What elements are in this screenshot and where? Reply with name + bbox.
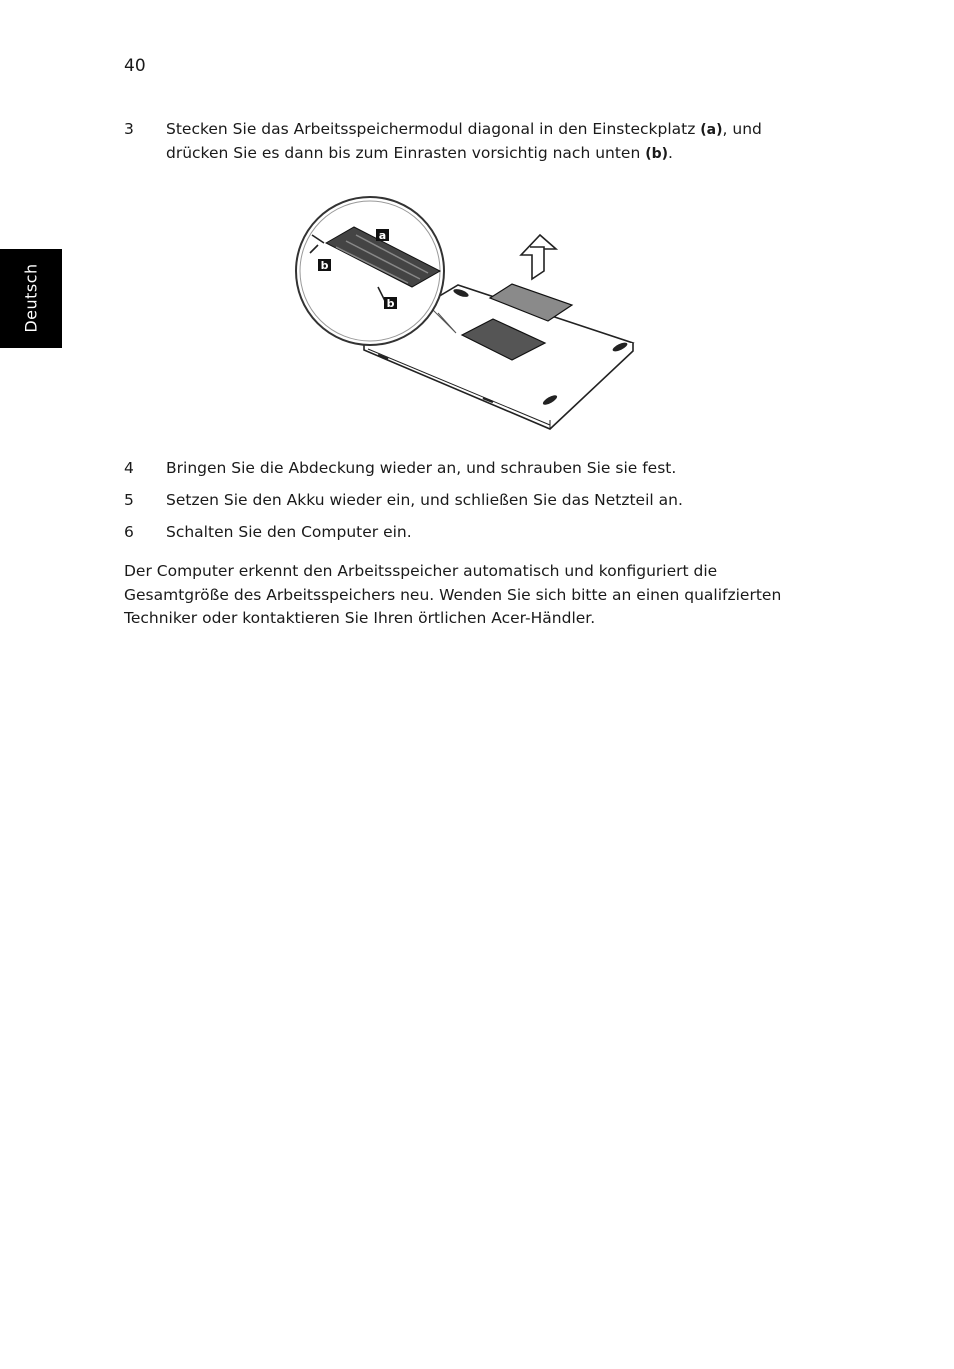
step-number: 4 xyxy=(124,459,134,477)
callout-b-bottom: b xyxy=(386,297,395,310)
step-number: 5 xyxy=(124,491,134,509)
step-text: Setzen Sie den Akku wieder ein, und schließen Sie das Netzteil an. xyxy=(166,491,683,509)
ref-a: (a) xyxy=(700,122,723,138)
callout-a: a xyxy=(378,229,387,242)
body-paragraph: Der Computer erkennt den Arbeitsspeicher automatisch und konfiguriert die Gesamtgröße des Arbeitsspeichers neu. Wenden Sie sich bitte an einen qualifzierten Techniker oder kontaktieren Sie Ihren örtlichen Acer-Händler. xyxy=(124,562,782,627)
step-number: 3 xyxy=(124,120,134,138)
step-text: Bringen Sie die Abdeckung wieder an, und schrauben Sie sie fest. xyxy=(166,459,677,477)
language-side-tab xyxy=(0,249,62,348)
ref-b: (b) xyxy=(645,146,669,162)
callout-b-left: b xyxy=(320,259,329,272)
side-tab-label: Deutsch xyxy=(21,263,41,333)
page-number: 40 xyxy=(124,56,146,76)
step-text: Stecken Sie das Arbeitsspeichermodul diagonal in den Einsteckplatz (a), und drücken Sie es dann bis zum Einrasten vorsichtig nach unten (b). xyxy=(166,120,762,162)
step-text: Schalten Sie den Computer ein. xyxy=(166,523,412,541)
lift-arrow-icon xyxy=(521,235,556,279)
memory-module-illustration xyxy=(288,183,640,433)
step-number: 6 xyxy=(124,523,134,541)
